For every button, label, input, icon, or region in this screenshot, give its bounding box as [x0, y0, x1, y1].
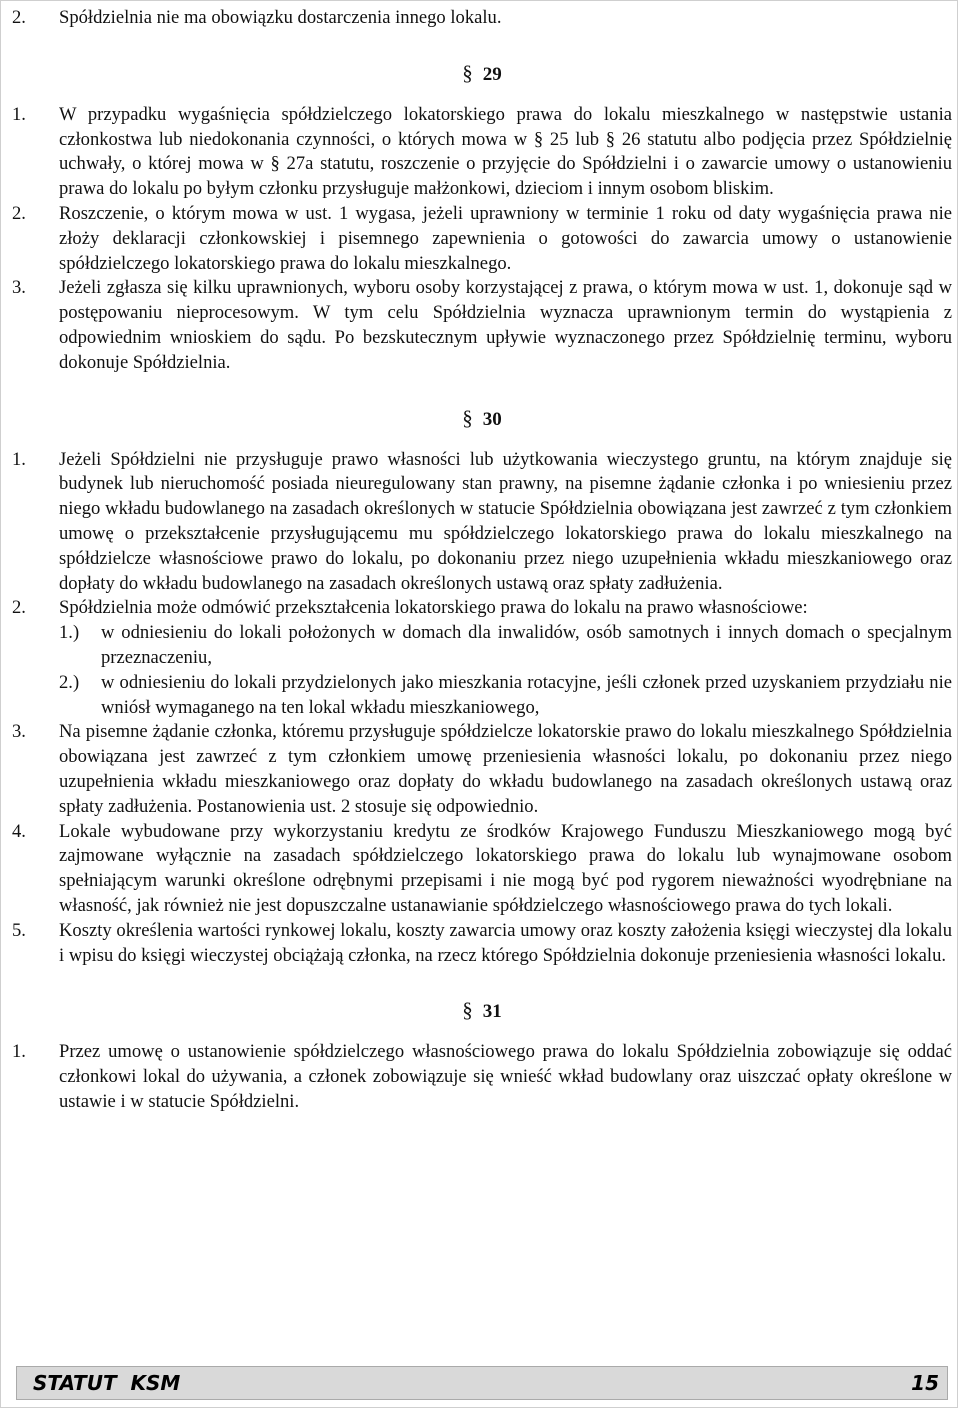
subitem-text: w odniesieniu do lokali przydzielonych jako mieszkania rotacyjne, jeśli członek przed uzyskaniem przydziału nie wniósł wymaganego na ten lokal wkładu mieszkaniowego, — [101, 671, 952, 718]
item-text: Spółdzielnia może odmówić przekształcenia lokatorskiego prawa do lokalu na prawo własnościowe: — [59, 597, 808, 619]
subitem-number: 1.) — [59, 622, 80, 644]
item-text: W przypadku wygaśnięcia spółdzielczego lokatorskiego prawa do lokalu mieszkalnego w następstwie ustania członkostwa lub niedokonania czynności, o których mowa w § 25 lub § 26 statutu albo podjęcia przez Spółdzielnię uchwały, o której mowa w § 27a statutu, roszczenie o przyjęcie do Spółdzielni i o zawarcie umowy o ustanowieniu prawa do lokalu po byłym członku przysługuje małżonkowi, dzieciom i innym osobom bliskim. — [59, 103, 952, 200]
item-number: 3. — [12, 277, 26, 299]
item-text: Przez umowę o ustanowienie spółdzielczego własnościowego prawa do lokalu Spółdzielnia zobowiązuje się oddać członkowi lokal do używania, a członek zobowiązuje się wnieść wkład budowlany oraz uiszczać opłaty określone w ustawie i w statucie Spółdzielni. — [59, 1041, 952, 1112]
document-body — [12, 6, 952, 1115]
item-text: Roszczenie, o którym mowa w ust. 1 wygasa, jeżeli uprawniony w terminie 1 roku od daty wygaśnięcia prawa nie złoży deklaracji członkowskiej i pisemnego zapewnienia o gotowości do zawarcia umowy o ustanowienie spółdzielczego lokatorskiego prawa do lokalu mieszkalnego. — [59, 202, 952, 274]
item-text: Koszty określenia wartości rynkowej lokalu, koszty zawarcia umowy oraz koszty założenia księgi wieczystej dla lokalu i wpisu do księgi wieczystej obciążają członka, na rzecz którego Spółdzielnia dokonuje przeniesienia własności lokalu. — [59, 919, 952, 966]
paragraph-30-subitem-2 — [59, 671, 952, 721]
paragraph-30-item-5 — [12, 919, 952, 969]
item-text: Na pisemne żądanie członka, któremu przysługuje spółdzielcze lokatorskie prawo do lokalu mieszkalnego Spółdzielnia obowiązana jest zawrzeć z tym członkiem umowę przeniesienia własności lokalu, po dokonaniu przez niego uzupełnienia wkładu mieszkaniowego oraz dopłaty do wkładu budowlanego na zasadach określonych ustawą oraz spłaty zadłużenia. Postanowienia ust. 2 stosuje się odpowiednio. — [59, 721, 952, 817]
item-number: 2. — [12, 597, 26, 619]
item-text: Jeżeli Spółdzielni nie przysługuje prawo własności lub użytkowania wieczystego gruntu, na którym znajduje się budynek lub nieruchomość posiada nieuregulowany stan prawny, na pisemne żądanie członka i po wniesieniu przez niego wkładu budowlanego na zasadach określonych w statucie Spółdzielnia obowiązana jest zawrzeć z tym członkiem umowę o przekształcenie przysługującemu mu spółdzielczego lokatorskiego prawa do lokalu mieszkalnego na spółdzielcze własnościowe prawo do lokalu, po dokonaniu przez niego uzupełnienia wkładu mieszkaniowego oraz dopłaty do wkładu budowlanego na zasadach określonych ustawą oraz spłaty zadłużenia. — [59, 448, 952, 594]
paragraph-29-item-2 — [12, 202, 952, 276]
paragraph-31-item-1 — [12, 1040, 952, 1114]
paragraph-29-item-3 — [12, 276, 952, 375]
item-number: 4. — [12, 820, 26, 842]
section-number: 31 — [482, 1001, 502, 1023]
paragraph-30-item-2 — [12, 596, 952, 621]
item-text: Spółdzielnia nie ma obowiązku dostarczenia innego lokalu. — [59, 7, 502, 28]
item-number: 2. — [12, 7, 26, 28]
page-number: 15 — [911, 1371, 939, 1395]
item-number: 1. — [12, 103, 26, 125]
item-text: Lokale wybudowane przy wykorzystaniu kredytu ze środków Krajowego Funduszu Mieszkaniowego mogą być zajmowane wyłącznie na zasadach spółdzielczego lokatorskiego prawa do lokalu lub wynajmowane osobom spełniającym warunki określone odrębnymi przepisami i nie mogą być pod rygorem nieważności wyodrębniane na własność, jak również nie jest dopuszczalne ustanawianie spółdzielczego własnościowego prawa do tych lokali. — [59, 820, 952, 916]
subitem-number: 2.) — [59, 671, 80, 693]
section-sign: § — [462, 60, 473, 85]
item-number: 2. — [12, 202, 26, 224]
subitem-text: w odniesieniu do lokali położonych w domach dla inwalidów, osób samotnych i innych domach o specjalnym przeznaczeniu, — [101, 622, 952, 668]
item-number: 3. — [12, 721, 26, 743]
footer-title: STATUT KSM — [33, 1371, 181, 1395]
paragraph-28-item-2 — [12, 6, 952, 31]
paragraph-30-item-4 — [12, 820, 952, 919]
item-text: Jeżeli zgłasza się kilku uprawnionych, wyboru osoby korzystającej z prawa, o którym mowa w ust. 1, dokonuje sąd w postępowaniu nieprocesowym. W tym celu Spółdzielnia wyznacza uprawnionym termin do wystąpienia z odpowiednim wnioskiem do sądu. Po bezskutecznym upływie wyznaczonego przez Spółdzielnię terminu, wyboru dokonuje Spółdzielnia. — [59, 277, 952, 373]
paragraph-30-subitem-1 — [59, 621, 952, 671]
item-number: 1. — [12, 1041, 26, 1063]
section-sign: § — [462, 405, 473, 430]
section-heading-29 — [12, 61, 952, 87]
section-sign: § — [462, 998, 473, 1023]
paragraph-30-item-3 — [12, 720, 952, 819]
item-number: 1. — [12, 448, 26, 470]
section-number: 30 — [482, 408, 502, 430]
paragraph-30-item-1 — [12, 448, 952, 597]
item-number: 5. — [12, 919, 26, 941]
section-heading-31 — [12, 998, 952, 1024]
section-number: 29 — [482, 63, 502, 85]
section-heading-30 — [12, 406, 952, 432]
page-footer — [16, 1366, 948, 1400]
paragraph-29-item-1 — [12, 103, 952, 202]
